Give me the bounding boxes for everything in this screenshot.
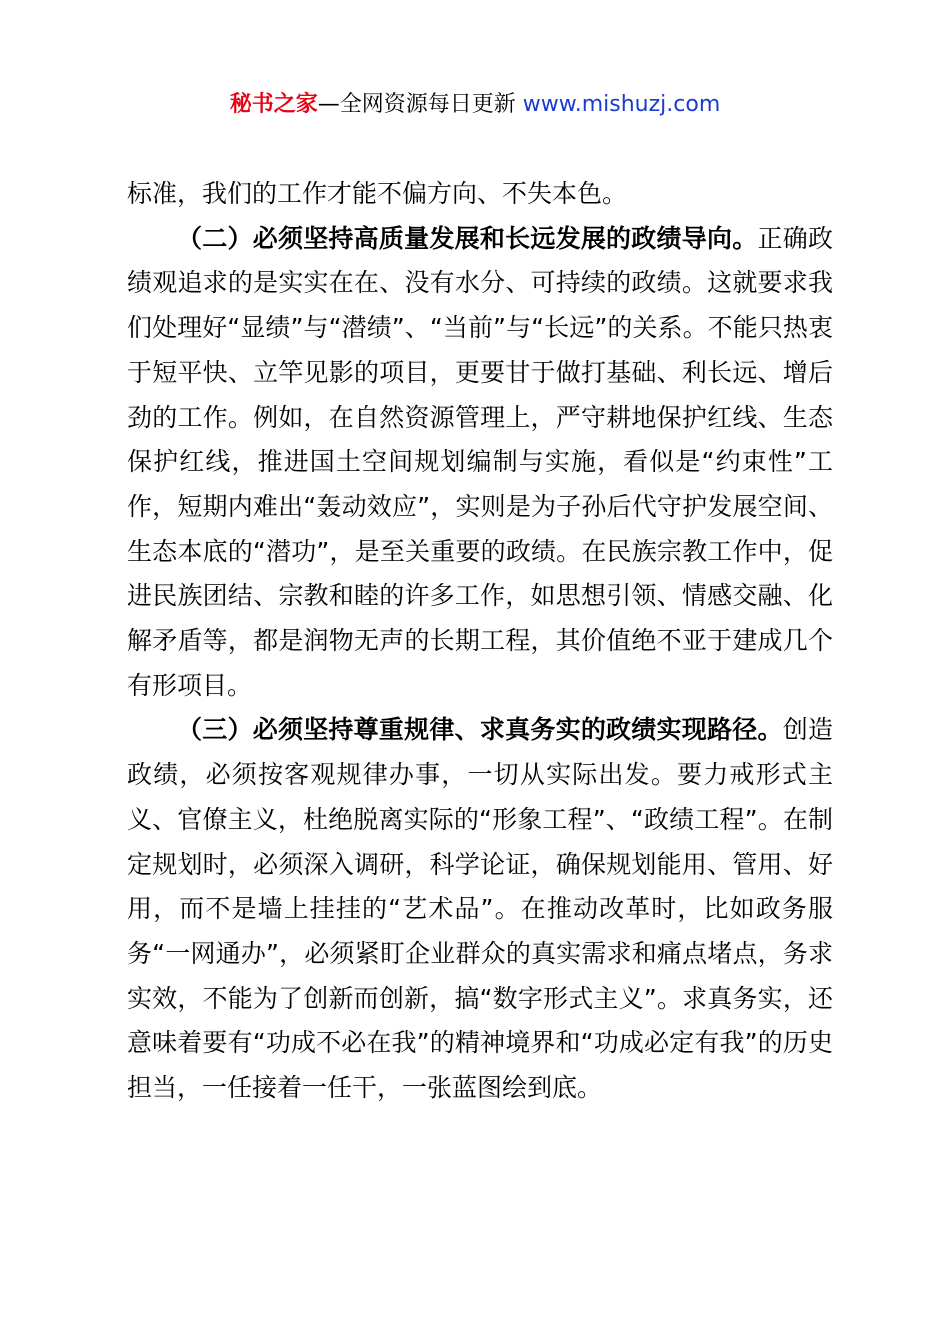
document-body — [127, 172, 833, 1111]
paragraph-continuation — [127, 172, 833, 217]
paragraph-text: 创造政绩，必须按客观规律办事，一切从实际出发。要力戒形式主义、官僚主义，杜绝脱离实际的“形象工程”、“政绩工程”。在制定规划时，必须深入调研，科学论证，确保规划能用、管用、好用，而不是墙上挂挂的“艺术品”。在推动改革时，比如政务服务“一网通办”，必须紧盯企业群众的真实需求和痛点堵点，务求实效，不能为了创新而创新，搞“数字形式主义”。求真务实，还意味着要有“功成不必在我”的精神境界和“功成必定有我”的历史担当，一任接着一任干，一张蓝图绘到底。 — [127, 715, 833, 1103]
section-heading-3: （三）必须坚持尊重规律、求真务实的政绩实现路径。 — [177, 715, 783, 745]
section-heading-2: （二）必须坚持高质量发展和长远发展的政绩导向。 — [177, 223, 758, 253]
paragraph-text: 标准，我们的工作才能不偏方向、不失本色。 — [127, 179, 628, 208]
site-tagline: —全网资源每日更新 — [317, 92, 523, 117]
paragraph-section-3 — [127, 708, 833, 1110]
paragraph-section-2 — [127, 217, 833, 709]
paragraph-text: 正确政绩观追求的是实实在在、没有水分、可持续的政绩。这就要求我们处理好“显绩”与“潜绩”、“当前”与“长远”的关系。不能只热衷于短平快、立竿见影的项目，更要甘于做打基础、利长远、增后劲的工作。例如，在自然资源管理上，严守耕地保护红线、生态保护红线，推进国土空间规划编制与实施，看似是“约束性”工作，短期内难出“轰动效应”，实则是为子孙后代守护发展空间、生态本底的“潜功”，是至关重要的政绩。在民族宗教工作中，促进民族团结、宗教和睦的许多工作，如思想引领、情感交融、化解矛盾等，都是润物无声的长期工程，其价值绝不亚于建成几个有形项目。 — [127, 223, 833, 700]
site-brand: 秘书之家 — [229, 92, 318, 117]
page-header — [0, 88, 950, 122]
site-url-link[interactable]: www.mishuzj.com — [522, 92, 721, 117]
